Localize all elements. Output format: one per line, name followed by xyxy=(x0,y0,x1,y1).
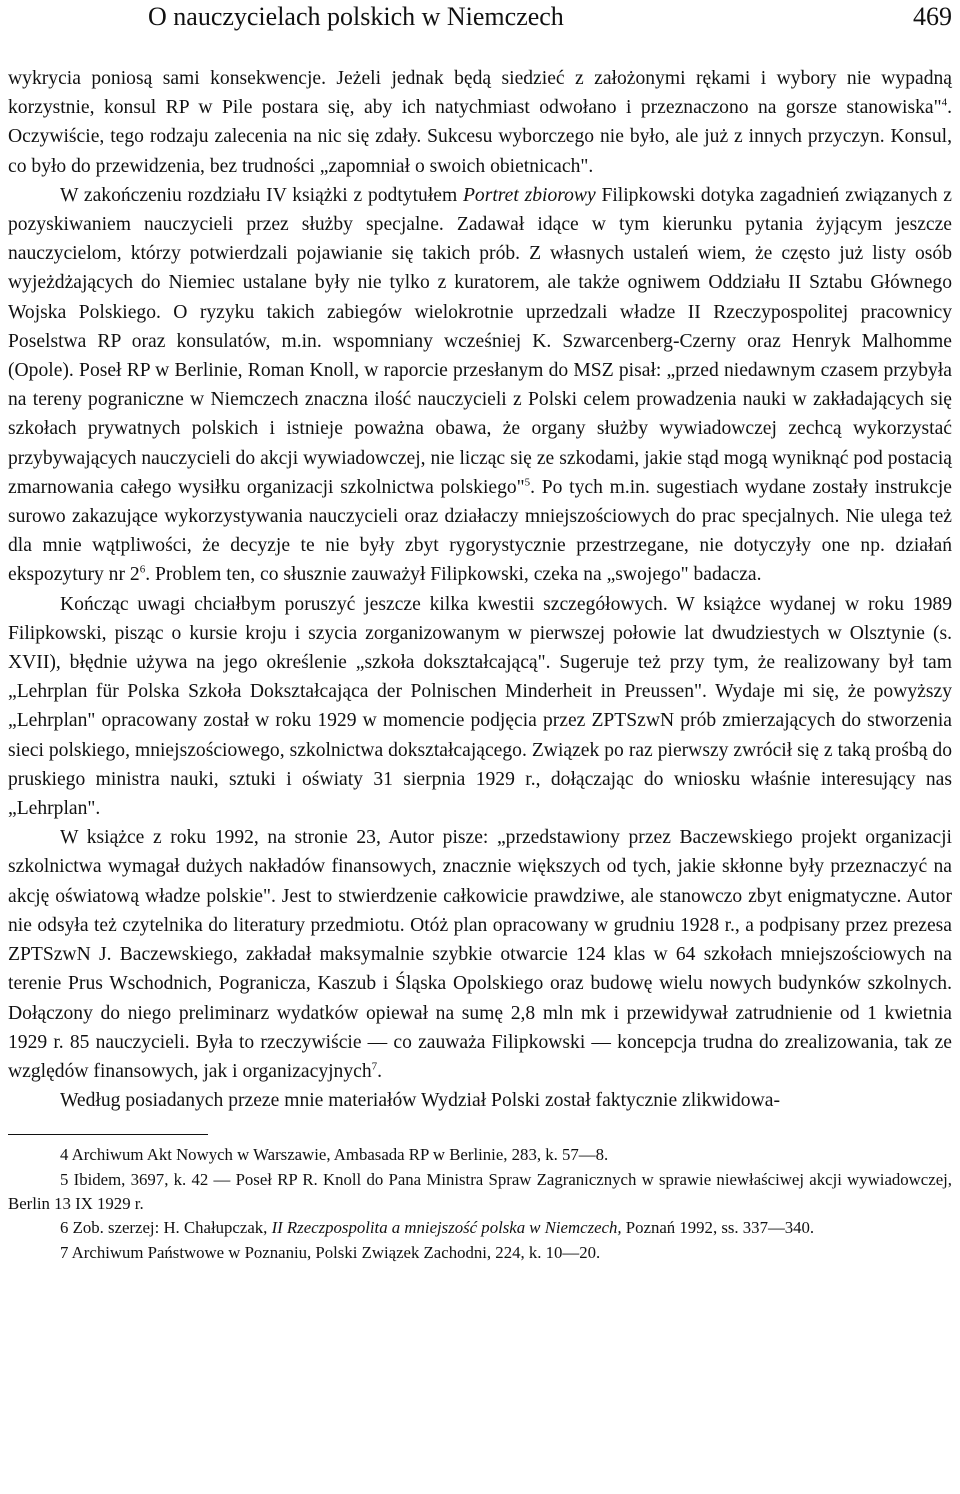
book-subtitle: Portret zbiorowy xyxy=(462,184,596,206)
footnote-ref-5: 5 xyxy=(524,476,531,489)
paragraph-4 xyxy=(8,823,952,1086)
p2-text-a: W zakończeniu rozdziału IV książki z podtytułem xyxy=(60,184,463,206)
running-title: O nauczycielach polskich w Niemczech xyxy=(148,2,564,31)
footnote-ref-7: 7 xyxy=(371,1060,378,1073)
footnote-5: 5 Ibidem, 3697, k. 42 — Poseł RP R. Knoll do Pana Ministra Spraw Zagranicznych w sprawie niewłaściwej akcji wywiadowczej, Berlin 13 IX 1929 r. xyxy=(8,1169,952,1213)
footnote-4: 4 Archiwum Akt Nowych w Warszawie, Ambasada RP w Berlinie, 283, k. 57—8. xyxy=(60,1145,609,1165)
paragraph-1 xyxy=(8,64,952,181)
p1-text-b: . Oczywiście, tego rodzaju zalecenia na nic się zdały. Sukcesu wyborczego nie było, ale już z innych przyczyn. Konsul, co było do przewidzenia, bez trudności „zapomniał o swoich obietnicach". xyxy=(8,97,952,177)
footnote-6 xyxy=(8,1216,952,1240)
p4-text-a: W książce z roku 1992, na stronie 23, Autor pisze: „przedstawiony przez Baczewskiego projekt organizacji szkolnictwa wymagał dużych nakładów finansowych, znacznie większych od tych, jakie skłonne były przeznaczyć na akcję oświatową władze polskie". Jest to stwierdzenie całkowicie prawdziwe, ale stanowczo zbyt enigmatyczne. Autor nie odsyła też czytelnika do literatury przedmiotu. Otóż plan opracowany w grudniu 1928 r., a podpisany przez prezesa ZPTSzwN J. Baczewskiego, zakładał maksymalnie szybkie otwarcie 124 klas w 64 szkołach mniejszościowych na terenie Prus Wschodnich, Pogranicza, Kaszub i Śląska Opolskiego oraz budowę wielu nowych budynków szkolnych. Dołączony do niego preliminarz wydatków opiewał na sumę 2,8 mln mk i przewidywał zatrudnienie od 1 kwietnia 1929 r. 85 nauczycieli. Była to rzeczywiście — co zauważa Filipkowski — koncepcja trudna do zrealizowania, tak ze względów finansowych, jak i organizacyjnych xyxy=(8,827,952,1082)
footnote-ref-4: 4 xyxy=(941,96,948,109)
p2-text-c: . Po tych m.in. sugestiach wydane zostały instrukcje surowo zakazujące wykorzystywania nauczycieli oraz działaczy mniejszościowych do prac specjalnych. Nie ulega też dla mnie wątpliwości, że decyzje te nie były zbyt rygorystycznie przestrzegane, nie dotyczyły one np. działań ekspozytury nr 2 xyxy=(8,476,952,586)
fn6-book-title: II Rzeczpospolita a mniejszość polska w Niemczech, xyxy=(271,1218,622,1238)
p2-text-d: . Problem ten, co słusznie zauważył Filipkowski, czeka na „swojego" badacza. xyxy=(145,564,762,586)
fn6-text-b: Poznań 1992, ss. 337—340. xyxy=(621,1218,815,1238)
footnotes xyxy=(8,1143,952,1264)
footnote-ref-6: 6 xyxy=(139,563,146,576)
paragraph-5: Według posiadanych przeze mnie materiałów Wydział Polski został faktycznie zlikwidowa- xyxy=(60,1090,780,1112)
p4-text-b: . xyxy=(377,1060,383,1082)
footnote-7: 7 Archiwum Państwowe w Poznaniu, Polski Związek Zachodni, 224, k. 10—20. xyxy=(60,1242,601,1262)
paragraph-2 xyxy=(8,181,952,590)
p1-text-a: wykrycia poniosą sami konsekwencje. Jeżeli jednak będą siedzieć z założonymi rękami i wybory nie wypadną korzystnie, konsul RP w Pile postara się, aby ich natychmiast odwołano i przeznaczono na gorsze stanowiska" xyxy=(8,68,952,119)
p2-text-b: Filipkowski dotyka zagadnień związanych z pozyskiwaniem nauczycieli przez służby specjalne. Zadawał idące w tym kierunku pytania żyjącym jeszcze nauczycielom, którzy potwierdzali pojawianie się takich prób. Z własnych ustaleń wiem, że często już listy osób wyjeżdżających do Niemiec ustalane były nie tylko z kuratorem, ale także ogniwem Oddziału II Sztabu Głównego Wojska Polskiego. O ryzyku takich zabiegów wielokrotnie uprzedzali władze II Rzeczypospolitej pracownicy Poselstwa RP oraz konsulatów, m.in. wspomniany wcześniej K. Szwarcenberg-Czerny oraz Henryk Malhomme (Opole). Poseł RP w Berlinie, Roman Knoll, w raporcie przesłanym do MSZ pisał: „przed niedawnym czasem przybyła na tereny pograniczne w Niemczech znaczna ilość nauczycieli z Polski celem prowadzenia nauki w zakładających się szkołach prywatnych polskich i istnieje poważna obawa, że organy służby wywiadowczej zechcą wykorzystać przybywających nauczycieli do akcji wywiadowczej, nie licząc się ze szkodami, jakie stąd mogą wyniknąć pod postacią zmarnowania całego wysiłku organizacji szkolnictwa polskiego" xyxy=(8,184,952,498)
page-number: 469 xyxy=(913,2,952,31)
document-page xyxy=(8,0,952,1265)
footnote-divider xyxy=(8,1134,208,1135)
main-text xyxy=(8,64,952,1115)
running-header xyxy=(8,0,952,46)
paragraph-3: Kończąc uwagi chciałbym poruszyć jeszcze kilka kwestii szczegółowych. W książce wydanej w roku 1989 Filipkowski, pisząc o kursie kroju i szycia zorganizowanym w pierwszej połowie lat dwudziestych w Olsztynie (s. XVII), błędnie używa na jego określenie „szkoła dokształcającą". Sugeruje też przy tym, że realizowany był tam „Lehrplan für Polska Szkoła Dokształcająca der Polnischen Minderheit in Preussen". Wydaje mi się, że powyższy „Lehrplan" opracowany został w roku 1929 w momencie podjęcia przez ZPTSzwN prób zmierzających do stworzenia sieci polskiego, mniejszościowego, szkolnictwa dokształcającego. Związek po raz pierwszy zwrócił się z taką prośbą do pruskiego ministra nauki, sztuki i oświaty 31 sierpnia 1929 r., dołączając do wniosku właśnie interesujący nas „Lehrplan". xyxy=(8,593,952,820)
fn6-text-a: 6 Zob. szerzej: H. Chałupczak, xyxy=(60,1218,272,1238)
